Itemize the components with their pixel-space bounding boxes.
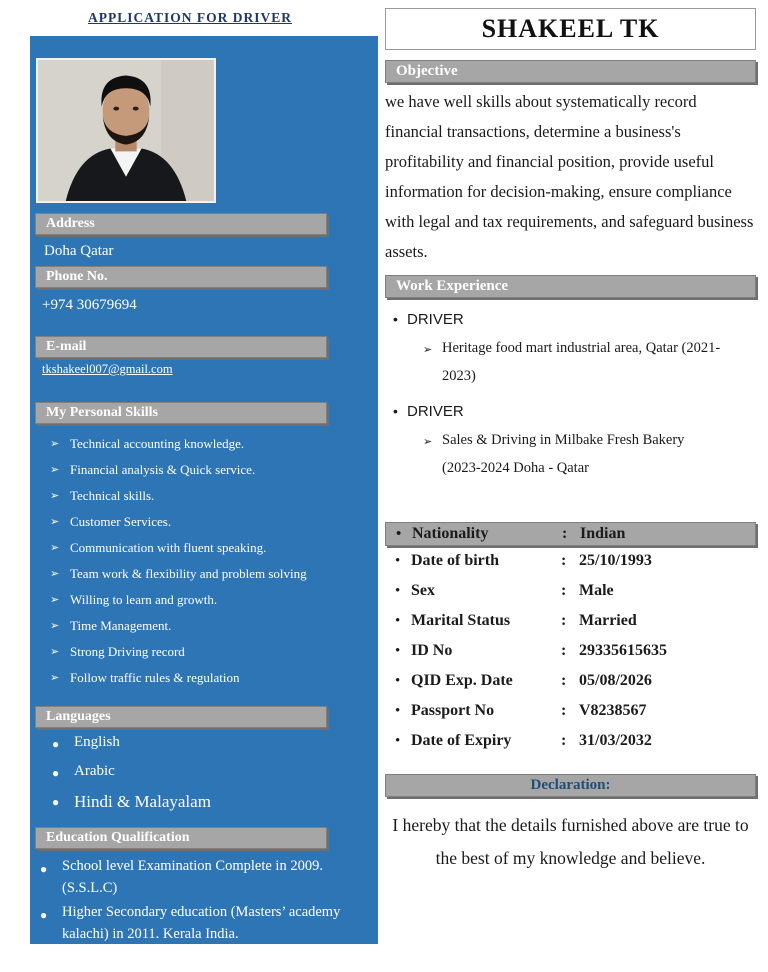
phone-label: Phone No. bbox=[46, 269, 108, 284]
dot-bullet-icon: ● bbox=[52, 766, 60, 780]
list-item bbox=[52, 734, 378, 763]
work-entry bbox=[385, 400, 756, 482]
colon: : bbox=[561, 732, 567, 749]
skills-label: My Personal Skills bbox=[46, 405, 159, 420]
personal-value: 25/10/1993 bbox=[579, 552, 652, 569]
name-title-box bbox=[385, 8, 756, 50]
personal-value: 05/08/2026 bbox=[579, 672, 652, 689]
personal-row bbox=[385, 546, 756, 576]
list-item bbox=[40, 855, 378, 899]
list-item bbox=[50, 514, 378, 540]
skill-text: Team work & flexibility and problem solving bbox=[70, 566, 307, 581]
list-item bbox=[50, 436, 378, 462]
personal-value: Male bbox=[579, 582, 614, 599]
language-text: English bbox=[74, 734, 120, 750]
arrow-bullet-icon: ➢ bbox=[423, 344, 433, 356]
dot-bullet-icon: • bbox=[396, 525, 402, 542]
application-header-text: APPLICATION FOR DRIVER bbox=[87, 10, 292, 25]
skill-text: Communication with fluent speaking. bbox=[70, 540, 267, 555]
skills-list bbox=[50, 436, 378, 696]
personal-value: 31/03/2032 bbox=[579, 732, 652, 749]
arrow-bullet-icon: ➢ bbox=[50, 464, 60, 476]
list-item bbox=[50, 670, 378, 696]
arrow-bullet-icon: ➢ bbox=[50, 620, 60, 632]
colon: : bbox=[562, 525, 568, 542]
skill-text: Follow traffic rules & regulation bbox=[70, 670, 240, 685]
education-label: Education Qualification bbox=[46, 830, 190, 845]
address-label: Address bbox=[46, 216, 95, 231]
personal-label: QID Exp. Date bbox=[411, 672, 513, 689]
phone-value: +974 30679694 bbox=[42, 297, 137, 313]
personal-value: Indian bbox=[580, 525, 626, 542]
language-text: Hindi & Malayalam bbox=[74, 792, 211, 811]
portrait-photo-image bbox=[38, 60, 214, 201]
arrow-bullet-icon: ➢ bbox=[50, 646, 60, 658]
job-title: DRIVER bbox=[407, 310, 464, 328]
job-title-row bbox=[385, 400, 756, 422]
personal-label: Sex bbox=[411, 582, 435, 599]
left-sidebar bbox=[30, 36, 378, 968]
personal-row bbox=[385, 606, 756, 636]
list-item bbox=[50, 540, 378, 566]
job-detail-row bbox=[423, 334, 723, 390]
dot-bullet-icon: • bbox=[395, 612, 401, 629]
arrow-bullet-icon: ➢ bbox=[50, 594, 60, 606]
colon: : bbox=[561, 642, 567, 659]
email-label: E-mail bbox=[46, 339, 87, 354]
personal-details-list bbox=[385, 546, 756, 756]
application-header bbox=[0, 0, 380, 36]
objective-label: Objective bbox=[396, 63, 458, 79]
language-text: Arabic bbox=[74, 763, 115, 779]
education-text: School level Examination Complete in 2009. (S.S.L.C) bbox=[62, 858, 323, 896]
personal-row bbox=[385, 726, 756, 756]
arrow-bullet-icon: ➢ bbox=[50, 490, 60, 502]
colon: : bbox=[561, 612, 567, 629]
dot-bullet-icon: ● bbox=[40, 954, 48, 968]
personal-row bbox=[386, 523, 755, 545]
job-detail-row bbox=[423, 426, 723, 482]
objective-section-header bbox=[385, 60, 756, 83]
list-item bbox=[50, 592, 378, 618]
list-item bbox=[40, 901, 378, 945]
list-item bbox=[52, 763, 378, 792]
colon: : bbox=[561, 582, 567, 599]
job-title: DRIVER bbox=[407, 402, 464, 420]
list-item bbox=[40, 947, 378, 972]
languages-label: Languages bbox=[46, 709, 111, 724]
list-item bbox=[50, 618, 378, 644]
dot-bullet-icon: ● bbox=[40, 908, 48, 922]
nationality-bar bbox=[385, 522, 756, 546]
job-detail: Heritage food mart industrial area, Qatar (2021-2023) bbox=[442, 340, 721, 384]
list-item bbox=[52, 792, 378, 821]
skill-text: Time Management. bbox=[70, 618, 172, 633]
skill-text: Technical skills. bbox=[70, 488, 155, 503]
dot-bullet-icon: • bbox=[395, 642, 401, 659]
list-item bbox=[50, 488, 378, 514]
arrow-bullet-icon: ➢ bbox=[50, 438, 60, 450]
languages-list bbox=[52, 734, 378, 821]
portrait-photo bbox=[36, 58, 216, 203]
job-title-row bbox=[385, 308, 756, 330]
languages-section-header bbox=[35, 706, 327, 728]
dot-bullet-icon: • bbox=[393, 311, 398, 327]
skill-text: Strong Driving record bbox=[70, 644, 185, 659]
arrow-bullet-icon: ➢ bbox=[50, 516, 60, 528]
dot-bullet-icon: • bbox=[395, 552, 401, 569]
declaration-text: I hereby that the details furnished above are true to the best of my knowledge and believe. bbox=[392, 815, 749, 868]
personal-value: 29335615635 bbox=[579, 642, 667, 659]
education-list bbox=[40, 855, 378, 972]
dot-bullet-icon: ● bbox=[52, 737, 60, 751]
list-item bbox=[50, 644, 378, 670]
address-section-header bbox=[35, 213, 327, 235]
education-section-header bbox=[35, 827, 327, 849]
email-link[interactable]: tkshakeel007@gmail.com bbox=[42, 362, 173, 376]
phone-section-header bbox=[35, 266, 327, 288]
dot-bullet-icon: • bbox=[395, 672, 401, 689]
colon: : bbox=[561, 672, 567, 689]
skill-text: Customer Services. bbox=[70, 514, 172, 529]
personal-row bbox=[385, 666, 756, 696]
skill-text: Willing to learn and growth. bbox=[70, 592, 218, 607]
work-entry bbox=[385, 308, 756, 390]
skill-text: Technical accounting knowledge. bbox=[70, 436, 245, 451]
personal-row bbox=[385, 636, 756, 666]
work-section-header bbox=[385, 275, 756, 298]
skill-text: Financial analysis & Quick service. bbox=[70, 462, 256, 477]
address-value: Doha Qatar bbox=[44, 243, 114, 259]
colon: : bbox=[561, 702, 567, 719]
list-item bbox=[50, 462, 378, 488]
dot-bullet-icon: • bbox=[395, 582, 401, 599]
objective-text: we have well skills about systematically record financial transactions, determine a business's profitability and financial position, provide useful information for decision-making, ensure compliance with legal and tax requirements, and safeguard business assets. bbox=[385, 92, 754, 261]
arrow-bullet-icon: ➢ bbox=[50, 568, 60, 580]
work-label: Work Experience bbox=[396, 278, 509, 294]
declaration-label: Declaration: bbox=[530, 777, 611, 793]
personal-label: Passport No bbox=[411, 702, 495, 719]
declaration-section-header bbox=[385, 774, 756, 797]
personal-label: ID No bbox=[411, 642, 453, 659]
education-text: B.com (Bachelor of Commerce ) 2014. bbox=[62, 950, 289, 966]
skills-section-header bbox=[35, 402, 327, 424]
job-detail: Sales & Driving in Milbake Fresh Bakery (2023-2024 Doha - Qatar bbox=[442, 432, 685, 476]
main-content bbox=[385, 0, 756, 875]
dot-bullet-icon: ● bbox=[52, 795, 60, 809]
applicant-name: SHAKEEL TK bbox=[481, 14, 660, 43]
email-section-header bbox=[35, 336, 327, 358]
dot-bullet-icon: • bbox=[395, 702, 401, 719]
list-item bbox=[50, 566, 378, 592]
personal-label: Date of Expiry bbox=[411, 732, 512, 749]
personal-value: V8238567 bbox=[579, 702, 647, 719]
personal-value: Married bbox=[579, 612, 637, 629]
personal-row bbox=[385, 576, 756, 606]
personal-label: Date of birth bbox=[411, 552, 499, 569]
education-text: Higher Secondary education (Masters’ academy kalachi) in 2011. Kerala India. bbox=[62, 904, 341, 942]
dot-bullet-icon: • bbox=[395, 732, 401, 749]
dot-bullet-icon: ● bbox=[40, 862, 48, 876]
dot-bullet-icon: • bbox=[393, 403, 398, 419]
personal-label: Marital Status bbox=[411, 612, 511, 629]
arrow-bullet-icon: ➢ bbox=[50, 542, 60, 554]
personal-label: Nationality bbox=[412, 525, 489, 542]
colon: : bbox=[561, 552, 567, 569]
personal-row bbox=[385, 696, 756, 726]
arrow-bullet-icon: ➢ bbox=[423, 436, 433, 448]
arrow-bullet-icon: ➢ bbox=[50, 672, 60, 684]
